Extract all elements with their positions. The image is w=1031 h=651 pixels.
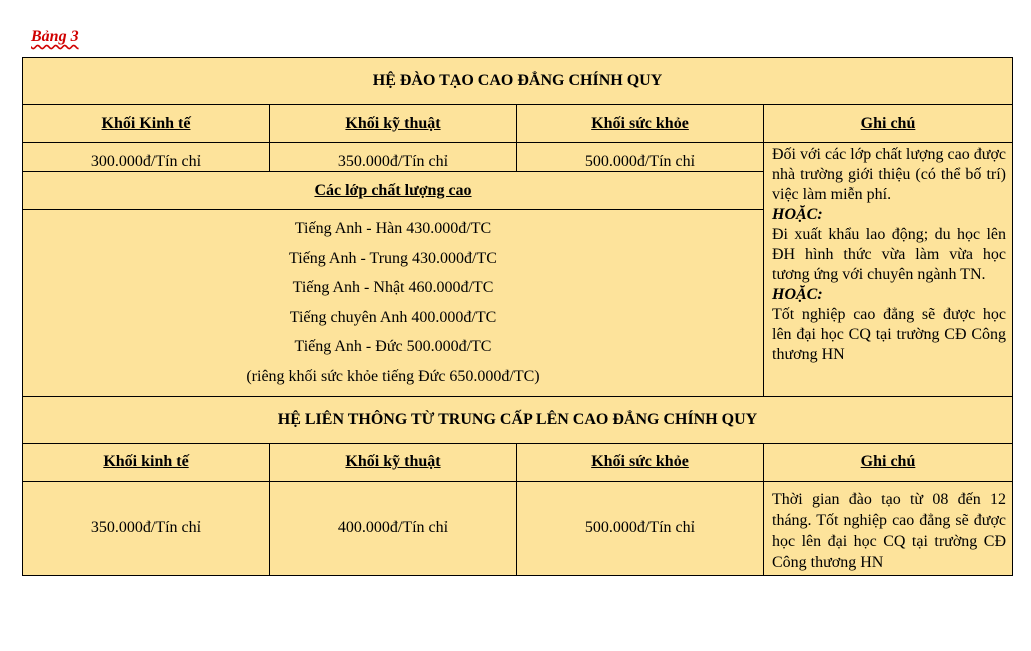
header2-technical: Khối kỹ thuật (270, 443, 517, 481)
hq-classes-title: Các lớp chất lượng cao (23, 172, 764, 210)
section1-note (764, 143, 1013, 397)
header2-notes: Ghi chú (764, 443, 1013, 481)
table-caption: Bảng 3 (31, 28, 79, 45)
hq-class-item: (riêng khối sức khỏe tiếng Đức 650.000đ/TC) (246, 367, 540, 385)
section2-note: Thời gian đào tạo từ 08 đến 12 tháng. Tốt nghiệp cao đẳng sẽ được học lên đại học CQ tại trường CĐ Công thương HN (764, 481, 1013, 575)
header2-economics: Khối kinh tế (23, 443, 270, 481)
header-notes: Ghi chú (764, 105, 1013, 143)
fee2-technical: 400.000đ/Tín chỉ (270, 481, 517, 575)
hq-class-item: Tiếng Anh - Hàn 430.000đ/TC (294, 220, 492, 237)
note-or-2: HOẶC: (772, 286, 823, 303)
header2-health: Khối sức khỏe (517, 443, 764, 481)
header-technical: Khối kỹ thuật (270, 105, 517, 143)
note-paragraph-1: Đối với các lớp chất lượng cao được nhà trường giới thiệu (có thể bố trí) việc làm miễn phí. (772, 146, 1006, 203)
hq-class-item: Tiếng Anh - Nhật 460.000đ/TC (292, 279, 494, 297)
header-health: Khối sức khỏe (517, 105, 764, 143)
fee2-economics: 350.000đ/Tín chỉ (23, 481, 270, 575)
hq-classes-list (23, 210, 764, 397)
hq-class-item: Tiếng Anh - Trung 430.000đ/TC (289, 249, 497, 267)
hq-class-item: Tiếng chuyên Anh 400.000đ/TC (289, 308, 497, 326)
section1-title: HỆ ĐÀO TẠO CAO ĐẲNG CHÍNH QUY (23, 58, 1013, 105)
fee-table (22, 57, 1013, 576)
note-paragraph-3: Tốt nghiệp cao đẳng sẽ được học lên đại học CQ tại trường CĐ Công thương HN (772, 306, 1006, 363)
hq-class-item: Tiếng Anh - Đức 500.000đ/TC (294, 338, 492, 356)
section2-title: HỆ LIÊN THÔNG TỪ TRUNG CẤP LÊN CAO ĐẲNG CHÍNH QUY (23, 396, 1013, 443)
note-or-1: HOẶC: (772, 206, 823, 223)
fee2-health: 500.000đ/Tín chỉ (517, 481, 764, 575)
header-economics: Khối Kinh tế (23, 105, 270, 143)
fee-technical: 350.000đ/Tín chỉ (270, 143, 517, 172)
fee-health: 500.000đ/Tín chỉ (517, 143, 764, 172)
note-paragraph-2: Đi xuất khẩu lao động; du học lên ĐH hình thức vừa làm vừa học tương ứng với chuyên ngành TN. (772, 226, 1006, 283)
fee-economics: 300.000đ/Tín chỉ (23, 143, 270, 172)
